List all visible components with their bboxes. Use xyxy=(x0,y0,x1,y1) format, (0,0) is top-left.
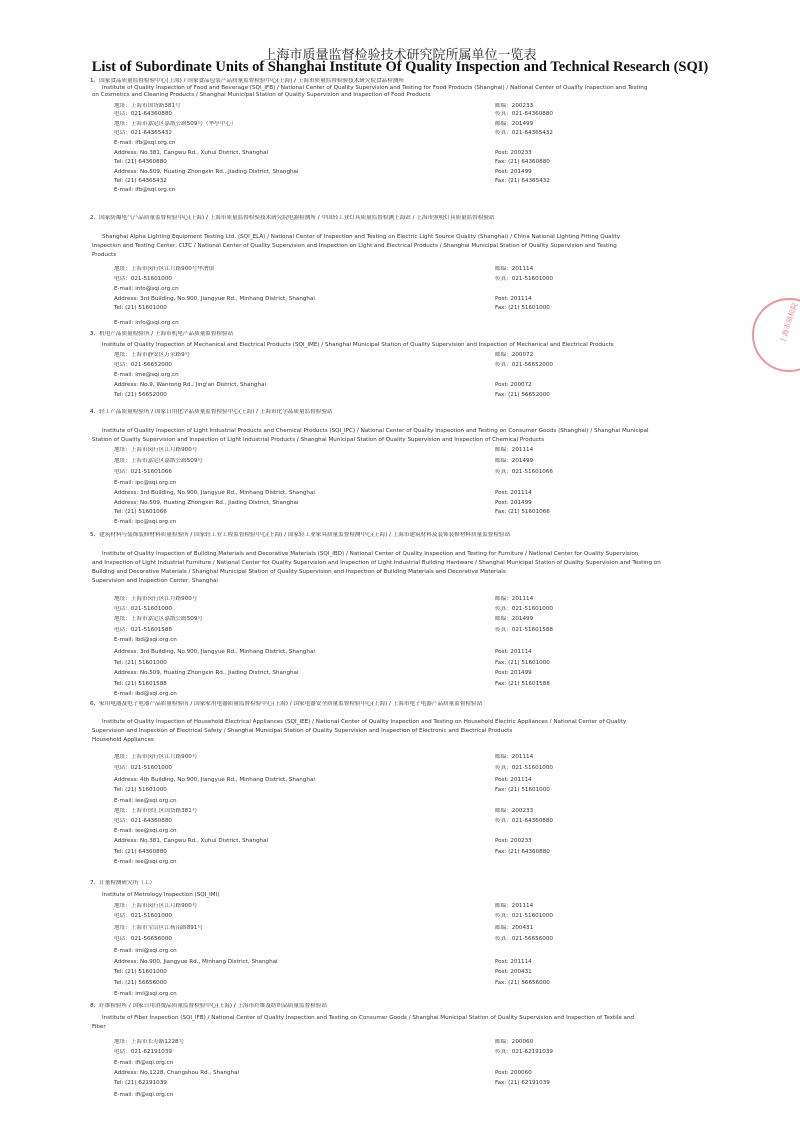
text-line: 邮编：200431 xyxy=(495,925,534,931)
text-line: 2、国家防爆电气产品质量监督检验中心(上海) / 上海市质量监督检验技术研究院电器检测所 / 中国轻工业灯具质量监督检测上海站 / 上海市照明灯具质量监督检验站 xyxy=(90,215,495,221)
text-line: E-mail: imi@sqi.org.cn xyxy=(114,991,177,997)
text-line: 电话：021-51601000 xyxy=(114,913,172,919)
text-line: Post: 201114 xyxy=(495,777,532,783)
text-line: E-mail: ifb@sqi.org.cn xyxy=(114,187,176,193)
text-line: 传真：021-56652000 xyxy=(495,362,553,368)
text-line: Address: No.381, Cangwu Rd., Xuhui District, Shanghai xyxy=(114,150,269,156)
text-line: 地址：上海市静安区万荣路9号 xyxy=(114,352,191,358)
text-line: Fiber xyxy=(92,1024,106,1030)
text-line: E-mail: ibd@sqi.org.cn xyxy=(114,637,177,643)
text-line: Post: 200060 xyxy=(495,1070,532,1076)
text-line: E-mail: ibd@sqi.org.cn xyxy=(114,691,177,697)
text-line: Tel: (21) 51601000 xyxy=(114,969,167,975)
text-line: 传真：021-51601000 xyxy=(495,276,553,282)
text-line: 电话：021-51601588 xyxy=(114,627,172,633)
text-line: Institute of Quality Inspection of Food and Beverage (SQI_IFB) / National Center of Quality Supervision and Testing for Food Products (Shanghai) / National Center of Quality Inspection and Testing xyxy=(102,85,648,91)
text-line: Post: 201114 xyxy=(495,490,532,496)
text-line: 邮编：200233 xyxy=(495,103,534,109)
text-line: 传真：021-56656000 xyxy=(495,936,553,942)
text-line: Address: 3rd Building, No.900, Jiangyue Rd., Minhang District, Shanghai xyxy=(114,649,315,655)
text-line: Address: 3rd Building, No.900, Jiangyue Rd., Minhang District, Shanghai xyxy=(114,296,315,302)
text-line: 地址：上海市国货路381号 xyxy=(114,103,181,109)
text-line: 3、机电产品质量检验所 / 上海市机电产品质量监督检验站 xyxy=(90,331,234,337)
text-line: E-mail: ifi@sqi.org.cn xyxy=(114,1092,174,1098)
text-line: 电话：021-51601000 xyxy=(114,765,172,771)
text-line: 电话：021-51601000 xyxy=(114,606,172,612)
text-line: Address: No.900, Jiangyue Rd., Minhang District, Shanghai xyxy=(114,959,278,965)
text-line: 地址：上海市闵行区江月路900号 xyxy=(114,596,198,602)
text-line: 地址：上海市闵行区江月路900号华漕镇 xyxy=(114,266,215,272)
text-line: Fax: (21) 64365432 xyxy=(495,178,550,184)
text-line: 地址：上海市闵行区江月路900号 xyxy=(114,903,198,909)
text-line: 4、轻工产品质量检验所 / 国家日用化学品质量监督检验中心(上海) / 上海市化学品质量监督检验站 xyxy=(90,409,333,415)
text-line: Post: 201114 xyxy=(495,959,532,965)
text-line: 电话：021-51601000 xyxy=(114,276,172,282)
text-line: Tel: (21) 51601000 xyxy=(114,787,167,793)
text-line: Post: 201499 xyxy=(495,500,532,506)
text-line: Tel: (21) 62191039 xyxy=(114,1080,167,1086)
text-line: 邮编：201114 xyxy=(495,903,534,909)
text-line: 5、建筑材料与装饰装修材料质量检验所 / 国家轻工业工程监督检验中心(上海) / 国家轻工业家具质量监督检测中心(上海) / 上海市建筑材料及装饰装修材料质量监督检验站 xyxy=(90,532,511,538)
text-line: 传真：021-64360880 xyxy=(495,111,553,117)
text-line: E-mail: info@sqi.org.cn xyxy=(114,286,179,292)
text-line: 传真：021-62191039 xyxy=(495,1049,553,1055)
text-line: Post: 200233 xyxy=(495,150,532,156)
text-line: Inspection and Testing Center, CLTC / National Center of Quality Supervision and Inspection on Light and Electrical Products / Shanghai Municipal Station of Quality Supervision and Testing xyxy=(92,243,617,249)
text-line: Address: No.1228, Changshou Rd., Shanghai xyxy=(114,1070,240,1076)
text-line: E-mail: imi@sqi.org.cn xyxy=(114,948,177,954)
text-line: Institute of Quality Inspection of Light Industrial Products and Chemical Products (SQI_IPC) / National Center of Quality Inspection and Testing on Consumer Goods (Shanghai) / Shanghai Municipal xyxy=(102,428,649,434)
text-line: Fax: (21) 56652000 xyxy=(495,392,550,398)
text-line: E-mail: ifi@sqi.org.cn xyxy=(114,1060,174,1066)
text-line: 电话：021-56652000 xyxy=(114,362,172,368)
text-line: E-mail: iee@sqi.org.cn xyxy=(114,828,177,834)
text-line: 传真：021-51601000 xyxy=(495,913,553,919)
text-line: 电话：021-51601066 xyxy=(114,469,172,475)
text-line: Tel: (21) 51601000 xyxy=(114,305,167,311)
text-line: 传真：021-51601588 xyxy=(495,627,553,633)
text-line: 邮编：201114 xyxy=(495,447,534,453)
text-line: 地址：上海市闵行区江月路900号 xyxy=(114,447,198,453)
text-line: 邮编：201114 xyxy=(495,266,534,272)
text-line: Fax: (21) 64360880 xyxy=(495,849,550,855)
seal-text: 上海市质检院 xyxy=(778,301,800,345)
text-line: 7、计量检测研究所（工） xyxy=(90,880,156,886)
text-line: Address: 3rd Building, No.900, Jiangyue Rd., Minhang District, Shanghai xyxy=(114,490,315,496)
text-line: 邮编：201114 xyxy=(495,754,534,760)
text-line: Tel: (21) 51601066 xyxy=(114,509,167,515)
text-line: Tel: (21) 64360880 xyxy=(114,159,167,165)
text-line: Post: 201499 xyxy=(495,670,532,676)
text-line: Building and Decorative Materials / Shanghai Municipal Station of Quality Supervision and Inspection of Building Materials and Decorative Materials xyxy=(92,569,506,575)
text-line: Post: 201114 xyxy=(495,296,532,302)
text-line: E-mail: ipc@sqi.org.cn xyxy=(114,519,177,525)
text-line: Fax: (21) 51601000 xyxy=(495,305,550,311)
text-line: 邮编：200072 xyxy=(495,352,534,358)
text-line: Fax: (21) 51601000 xyxy=(495,787,550,793)
text-line: 电话：021-62191039 xyxy=(114,1049,172,1055)
text-line: E-mail: ime@sqi.org.cn xyxy=(114,372,179,378)
text-line: 传真：021-51601000 xyxy=(495,606,553,612)
text-line: Products xyxy=(92,252,117,258)
text-line: Address: No.381, Cangwu Rd., Xuhui District, Shanghai xyxy=(114,838,269,844)
text-line: Post: 201114 xyxy=(495,649,532,655)
text-line: 邮编：201114 xyxy=(495,596,534,602)
text-line: 传真：021-51601000 xyxy=(495,765,553,771)
text-line: Institute of Quality Inspection of Mechanical and Electrical Products (SQI_IME) / Shanghai Municipal Station of Quality Supervision and Inspection of Mechanical and Electrical Products xyxy=(102,342,614,348)
text-line: 电话：021-64365432 xyxy=(114,130,172,136)
text-line: 地址：上海市宝山区江杨南路891号 xyxy=(114,925,203,931)
text-line: Fax: (21) 51601000 xyxy=(495,660,550,666)
title-chinese: 上海市质量监督检验技术研究院所属单位一览表 xyxy=(263,48,537,63)
text-line: on Cosmetics and Cleaning Products / Shanghai Municipal Station of Quality Supervision and Inspection of Food Products xyxy=(92,92,431,98)
text-line: 传真：021-64365432 xyxy=(495,130,553,136)
text-line: Fax: (21) 62191039 xyxy=(495,1080,550,1086)
text-line: Post: 200233 xyxy=(495,838,532,844)
text-line: Station of Quality Supervision and Inspection of Light Industrial Products / Shanghai Municipal Station of Quality Supervision and Inspection of Chemical Products xyxy=(92,437,544,443)
text-line: 传真：021-51601066 xyxy=(495,469,553,475)
text-line: 8、纤维检验所 / 国家日用消费品质量监督检验中心(上海) / 上海市纤维及纺织品质量监督检验站 xyxy=(90,1003,327,1009)
title-english: List of Subordinate Units of Shanghai Institute Of Quality Inspection and Technical Research (SQI) xyxy=(91,59,709,75)
text-line: 6、家用电器及电子电器产品质量检验所 / 国家家用电器质量监督检验中心(上海) / 国家电器安全质量监督检验中心(上海) / 上海市电子电器产品质量监督检验站 xyxy=(90,701,483,707)
text-line: Supervision and Inspection of Electrical Safety / Shanghai Municipal Station of Quality Supervision and Inspection of Electronic and Electrical Products xyxy=(92,728,513,734)
text-line: E-mail: ipc@sqi.org.cn xyxy=(114,480,177,486)
text-line: 地址：上海市嘉定区嘉戬公路509号 xyxy=(114,458,203,464)
text-line: Tel: (21) 51601000 xyxy=(114,660,167,666)
text-line: Post: 200072 xyxy=(495,382,532,388)
text-line: 邮编：201499 xyxy=(495,458,534,464)
text-line: Address: No.509, Huating Zhongxin Rd., Jiading District, Shanghai xyxy=(114,169,299,175)
text-line: 地址：上海市嘉定区嘉戬公路509号 xyxy=(114,616,203,622)
text-line: 地址：上海市长寿路1228号 xyxy=(114,1039,185,1045)
text-line: 邮编：200060 xyxy=(495,1039,534,1045)
text-line: Address: No.509, Huating Zhongxin Rd., Jiading District, Shanghai xyxy=(114,670,299,676)
text-line: 邮编：201499 xyxy=(495,616,534,622)
text-line: Tel: (21) 64360880 xyxy=(114,849,167,855)
text-line: Tel: (21) 56652000 xyxy=(114,392,167,398)
text-line: E-mail: iee@sqi.org.cn xyxy=(114,798,177,804)
text-line: Address: No.9, Wanrong Rd., Jing'an District, Shanghai xyxy=(114,382,267,388)
text-line: Institute of Quality Inspection of Household Electrical Appliances (SQI_IEE) / National Center of Quality Inspection and Testing on Household Electric Appliances / National Center of Quality xyxy=(102,719,627,725)
text-line: Post: 201499 xyxy=(495,169,532,175)
text-line: 传真：021-64360880 xyxy=(495,818,553,824)
text-line: Institute of Metrology Inspection (SQI_IMI) xyxy=(102,892,220,898)
text-line: Address: 4th Building, No.900, Jiangyue Rd., Minhang District, Shanghai xyxy=(114,777,315,783)
text-line: Fax: (21) 51601588 xyxy=(495,681,550,687)
text-line: 地址：上海市闵行区江月路900号 xyxy=(114,754,198,760)
text-line: Household Appliances xyxy=(92,737,154,743)
text-line: Address: No.509, Huating Zhongxin Rd., Jiading District, Shanghai xyxy=(114,500,299,506)
text-line: 电话：021-64360880 xyxy=(114,111,172,117)
text-line: Shanghai Alpha Lighting Equipment Testing Ltd. (SQI_ELA) / National Center of Inspection and Testing on Electric Light Source Quality (Shanghai) / China National Lighting Fitting Quality xyxy=(102,234,621,240)
text-line: 电话：021-56656000 xyxy=(114,936,172,942)
text-line: Fax: (21) 51601066 xyxy=(495,509,550,515)
text-line: Fax: (21) 56656000 xyxy=(495,980,550,986)
text-line: 电话：021-64360880 xyxy=(114,818,172,824)
text-line: 邮编：201499 xyxy=(495,121,534,127)
text-line: 地址：上海市嘉定区嘉戬公路509号（华亭中心） xyxy=(114,121,237,127)
text-line: Tel: (21) 56656000 xyxy=(114,980,167,986)
text-line: E-mail: info@sqi.org.cn xyxy=(114,320,179,326)
text-line: Tel: (21) 51601588 xyxy=(114,681,167,687)
text-line: 地址：上海市徐汇区国货路381号 xyxy=(114,808,198,814)
text-line: Tel: (21) 64365432 xyxy=(114,178,167,184)
text-line: Institute of Quality Inspection of Building Materials and Decorative Materials (SQI_IBD) / National Center of Quality Inspection and Testing for Furniture / National Center for Quality Supervision xyxy=(102,551,639,557)
text-line: Supervision and Inspection Center, Shanghai xyxy=(92,578,218,584)
text-line: and Inspection of Light Industrial Furniture / National Center for Quality Supervision and Inspection of Light Industrial Building Hardware / Shanghai Municipal Station of Quality Supervision and Testing on xyxy=(92,560,661,566)
text-line: Fax: (21) 64360880 xyxy=(495,159,550,165)
text-line: 邮编：200233 xyxy=(495,808,534,814)
text-line: E-mail: iee@sqi.org.cn xyxy=(114,859,177,865)
text-line: 1、国家食品质量监督检验中心(上海) / 国家食品包装产品质量监督检验中心(上海) / 上海市质量监督检验技术研究院食品检测所 xyxy=(90,78,405,84)
text-line: E-mail: ifb@sqi.org.cn xyxy=(114,140,176,146)
text-line: Post: 200431 xyxy=(495,969,532,975)
text-line: Institute of Fiber Inspection (SQI_IFB) / National Center of Quality Inspection and Testing on Consumer Goods / Shanghai Municipal Station of Quality Supervision and Inspection of Textile and xyxy=(102,1015,635,1021)
